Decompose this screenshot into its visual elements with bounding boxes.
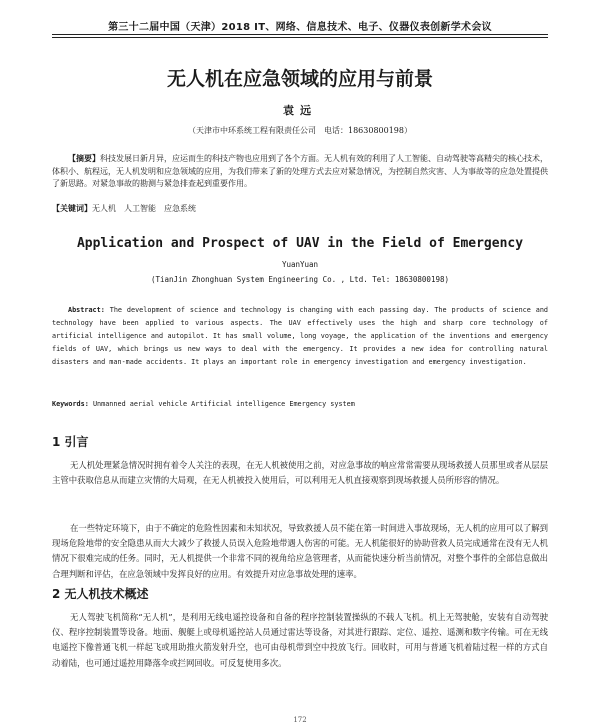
header-rule-thin — [52, 37, 548, 38]
section-heading-introduction: 1 引言 — [52, 435, 89, 449]
running-header: 第三十二届中国（天津）2018 IT、网络、信息技术、电子、仪器仪表创新学术会议 — [108, 22, 492, 33]
abstract-en-text: The development of science and technology is changing with each passing day. The products of science and technology have been applied to various aspects. The UAV effectively uses the high and sharp core technology of artificial intelligence and autopilot. It has small volume, long voyage, the application of the inventions and emergency fields of UAV, which brings us new ways to deal with the emergency. It provides a new idea for controlling natural disasters and man-made accidents. It plays an important role in emergency investigation and emergency investigation. — [52, 306, 549, 366]
abstract-zh-text: 科技发展日新月异，应运而生的科技产物也应用到了各个方面。无人机有效的利用了人工智能、自动驾驶等高精尖的核心技术，体积小、航程远，无人机发明和应急领域的应用，为我们带来了新的处理方式去应对紧急情况，为控制自然灾害、人为事故等的应急处置提供了新思路。对紧急事故的勘测与紧急排查起到重要作用。 — [52, 154, 548, 188]
keywords-zh-text: 无人机 人工智能 应急系统 — [92, 204, 196, 213]
affiliation-en: (TianJin Zhonghuan System Engineering Co. , Ltd. Tel: 18630800198) — [150, 275, 449, 284]
abstract-en — [52, 304, 548, 369]
abstract-zh-label: 【摘要】 — [68, 153, 100, 163]
keywords-en — [52, 400, 548, 408]
keywords-zh-label: 【关键词】 — [52, 203, 92, 213]
paper-title-en: Application and Prospect of UAV in the Field of Emergency — [76, 236, 524, 251]
body-paragraph: 无人机处理紧急情况时拥有着令人关注的表现，在无人机被使用之前，对应急事故的响应常常需要从现场救援人员那里或者从层层主管中获取信息从而建立灾情的大局观，在无人机被投入使用后，可以利用无人机直接观察到现场救援人员所形容的情况。 — [52, 460, 548, 486]
affiliation-zh: （天津市中环系统工程有限责任公司 电话：18630800198） — [188, 126, 412, 135]
abstract-zh — [52, 152, 548, 191]
keywords-en-label: Keywords: — [52, 400, 89, 408]
body-paragraph: 无人驾驶飞机简称“无人机”，是利用无线电遥控设备和自备的程序控制装置操纵的不载人飞机。机上无驾驶舱，安装有自动驾驶仪、程序控制装置等设备。地面、舰艇上或母机遥控站人员通过雷达等设备，对其进行跟踪、定位、遥控、遥测和数字传输。可在无线电遥控下像普通飞机一样起飞或用助推火箭发射升空，也可由母机带到空中投放飞行。回收时，可用与普通飞机着陆过程一样的方式自动着陆，也可通过遥控用降落伞或拦网回收。可反复使用多次。 — [52, 612, 548, 668]
page-number: 172 — [293, 716, 307, 724]
body-paragraph: 在一些特定环境下，由于不确定的危险性因素和未知状况，导致救援人员不能在第一时间进入事故现场，无人机的应用可以了解到现场危险地带的安全隐患从而大大减少了救援人员误入危险地带遇人伤害的可能。无人机能很好的协助营救人员完成通常在没有无人机情况下很难完成的任务。同时，无人机提供一个非常不同的视角给应急管理者，从而能快速分析当前情况，对整个事件的全部信息做出合理判断和评估，在应急领域中发挥良好的应用。有效提升对应急事故处理的速率。 — [52, 523, 548, 579]
author-zh: 袁远 — [283, 104, 317, 117]
paper-title-zh: 无人机在应急领域的应用与前景 — [166, 68, 433, 90]
header-rule — [52, 34, 548, 35]
abstract-en-label: Abstract: — [68, 306, 105, 314]
keywords-en-text: Unmanned aerial vehicle Artificial intelligence Emergency system — [92, 400, 355, 408]
keywords-zh — [52, 203, 548, 214]
author-en: YuanYuan — [281, 260, 319, 269]
section-heading-uav-overview: 2 无人机技术概述 — [52, 587, 149, 601]
